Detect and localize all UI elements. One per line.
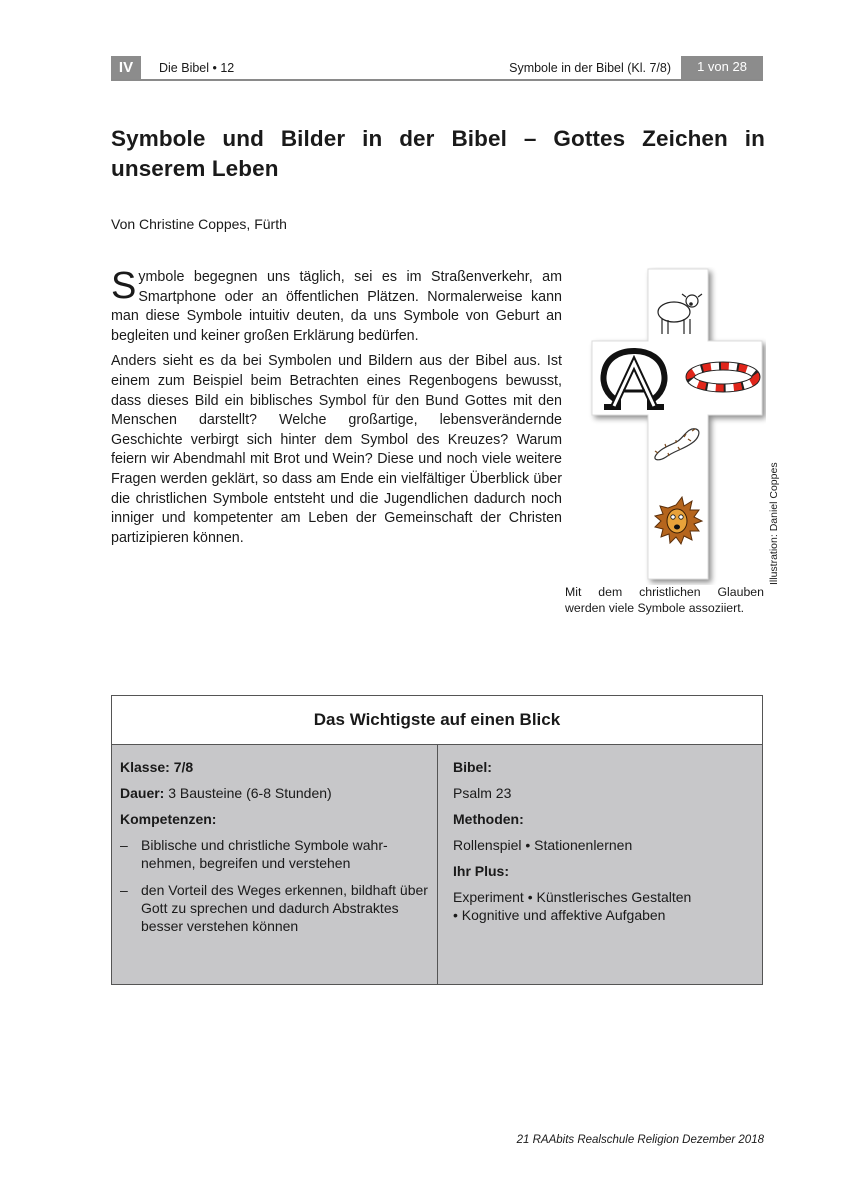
summary-box [111, 695, 763, 985]
methoden-label: Methoden: [453, 811, 524, 827]
page-footer: 21 RAAbits Realschule Religion Dezember 2018 [516, 1134, 764, 1146]
dauer-field [120, 784, 429, 802]
kompetenzen-label: Kompetenzen: [120, 811, 217, 827]
figure-caption [565, 585, 764, 616]
dash-bullet: – [120, 882, 128, 898]
plus-label: Ihr Plus: [453, 863, 510, 879]
illustration-credit [768, 445, 782, 585]
summary-heading: Das Wichtigste auf einen Blick [112, 696, 762, 745]
list-item [120, 881, 429, 935]
plus-value-1: Experiment • Künstlerisches Gestalten [453, 889, 692, 905]
kompetenzen-list [120, 836, 429, 935]
paragraph-text: ymbole begegnen uns täglich, sei es im Straßenverkehr, am Smartphone oder an öffentlichen Plätzen. Normalerweise kann man diese Symbole intuitiv deuten, da uns Symbole von Geburt an begleiten und keiner großen Erklärung bedürfen. [111, 269, 562, 344]
page-title: Symbole und Bilder in der Bibel – Gottes Zeichen in unserem Leben [111, 126, 765, 181]
credit-text: Illustration: Daniel Coppes [768, 462, 780, 585]
dash-bullet: – [120, 837, 128, 853]
caption-line-2: werden viele Symbole assoziiert. [565, 600, 745, 615]
methoden-value: Rollenspiel • Stationenlernen [453, 837, 633, 853]
dauer-label: Dauer: [120, 785, 165, 801]
intro-paragraph-1 [111, 265, 562, 346]
cross-illustration [588, 267, 766, 585]
intro-paragraph-2: Anders sieht es da bei Symbolen und Bildern aus der Bibel aus. Ist einem zum Beispiel beim Betrachten eines Regenbogens bewusst, dass dieses Bild ein biblisches Symbol für den Bund Gottes mit den Menschen darstellt? Welche großartige, lebensverändernde Geschichte verbirgt sich hinter dem Symbol des Kreuzes? Warum feiern wir Abendmahl mit Brot und Wein? Diese und noch viele weitere Fragen werden geklärt, so dass am Ende ein vielfältiger Überblick über die christlichen Symbole entsteht und die Jugendlichen dadurch noch inniger und kompetenter am Leben der Gemeinschaft der Christen partizipieren können. [111, 353, 562, 546]
summary-left-column [112, 745, 438, 984]
author-line: Von Christine Coppes, Fürth [111, 216, 287, 232]
list-item-text: den Vorteil des Weges erkennen, bildhaft über Gott zu sprechen und dadurch Abstraktes besser verstehen können [141, 882, 428, 934]
intro-text [111, 265, 562, 554]
list-item-text: Biblische und christliche Symbole wahrnehmen, begreifen und verstehen [141, 837, 388, 871]
page-number-badge: 1 von 28 [681, 56, 763, 79]
header-section-label: Die Bibel • 12 [159, 61, 235, 75]
drop-cap: S [111, 265, 137, 307]
caption-line-1: Mit dem christlichen Glauben [565, 585, 764, 599]
summary-right-column [438, 745, 762, 984]
header-unit-title: Symbole in der Bibel (Kl. 7/8) [509, 61, 671, 75]
bibel-value: Psalm 23 [453, 785, 512, 801]
klasse-field: Klasse: 7/8 [120, 759, 194, 775]
dauer-value: 3 Bausteine (6-8 Stunden) [164, 785, 332, 801]
header-divider [111, 79, 763, 81]
bibel-label: Bibel: [453, 759, 492, 775]
page-header [111, 56, 763, 80]
cross-svg [588, 267, 766, 585]
plus-value-2: • Kognitive und affektive Aufgaben [453, 907, 666, 923]
list-item [120, 836, 429, 872]
chapter-badge: IV [111, 56, 141, 79]
